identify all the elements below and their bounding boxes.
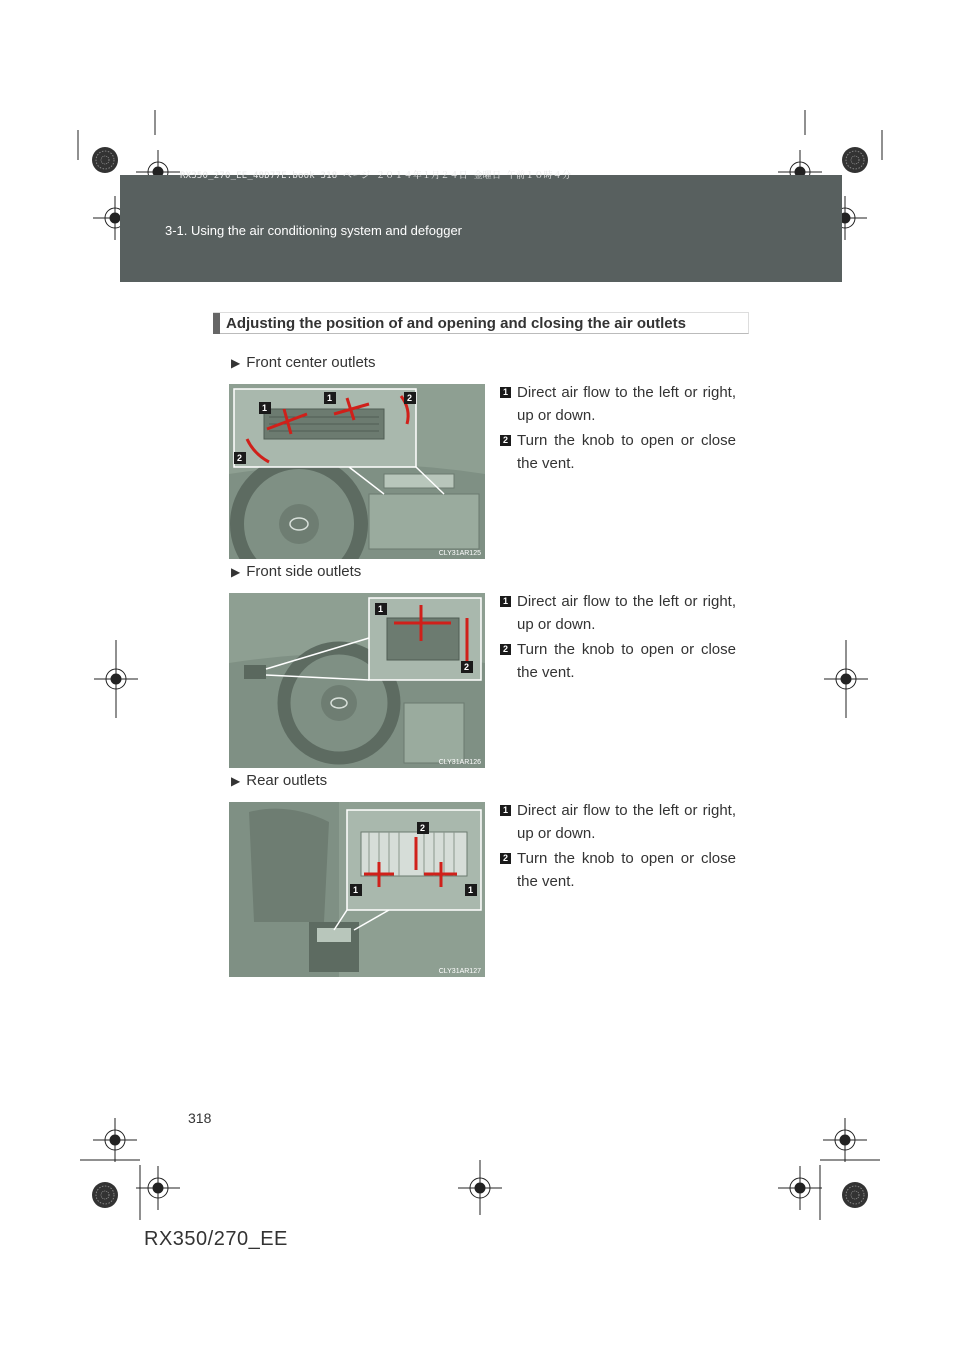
step-1 xyxy=(500,590,736,636)
step-text: Turn the knob to open or close the vent. xyxy=(517,641,736,681)
triangle-icon: ▶ xyxy=(231,356,241,370)
step-1 xyxy=(500,799,736,845)
page-number: 318 xyxy=(188,1110,212,1126)
step-text: Direct air flow to the left or right, up or down. xyxy=(517,384,736,424)
svg-text:1: 1 xyxy=(262,403,268,413)
svg-text:2: 2 xyxy=(420,823,426,833)
figure-front-center xyxy=(229,384,485,559)
triangle-icon: ▶ xyxy=(231,565,241,579)
figure-code: CLY31AR126 xyxy=(438,759,481,766)
step-number-badge: 2 xyxy=(500,435,511,446)
triangle-icon: ▶ xyxy=(231,774,241,788)
item-title-rear: ▶ Rear outlets xyxy=(231,772,328,789)
subsection-heading xyxy=(213,312,749,334)
front-side-illustration xyxy=(229,593,485,768)
svg-text:1: 1 xyxy=(327,393,333,403)
svg-text:1: 1 xyxy=(353,885,359,895)
section-title: 3-1. Using the air conditioning system and defogger xyxy=(165,223,463,238)
step-text: Direct air flow to the left or right, up or down. xyxy=(517,802,736,842)
svg-text:2: 2 xyxy=(237,453,243,463)
step-number-badge: 1 xyxy=(500,387,511,398)
step-text: Direct air flow to the left or right, up or down. xyxy=(517,593,736,633)
step-number-badge: 2 xyxy=(500,853,511,864)
figure-rear xyxy=(229,802,485,977)
svg-text:1: 1 xyxy=(378,604,384,614)
step-text: Turn the knob to open or close the vent. xyxy=(517,850,736,890)
step-2 xyxy=(500,638,736,684)
svg-text:2: 2 xyxy=(464,662,470,672)
heading-bar xyxy=(213,313,220,334)
figure-code: CLY31AR127 xyxy=(438,968,481,975)
figure-code: CLY31AR125 xyxy=(438,550,481,557)
step-1 xyxy=(500,381,736,427)
svg-text:1: 1 xyxy=(468,885,474,895)
step-number-badge: 2 xyxy=(500,644,511,655)
step-2 xyxy=(500,847,736,893)
step-2 xyxy=(500,429,736,475)
svg-text:2: 2 xyxy=(407,393,413,403)
rear-illustration xyxy=(229,802,485,977)
step-text: Turn the knob to open or close the vent. xyxy=(517,432,736,472)
item-title-front-center: ▶ Front center outlets xyxy=(231,354,376,371)
model-code: RX350/270_EE xyxy=(144,1228,288,1250)
item-title-front-side: ▶ Front side outlets xyxy=(231,563,362,580)
step-number-badge: 1 xyxy=(500,805,511,816)
print-info: RX350_270_EE_48D77E.book 318 ページ ２０１４年１月２４日 金曜日 午前１０時４分 xyxy=(180,171,572,181)
step-number-badge: 1 xyxy=(500,596,511,607)
front-center-illustration xyxy=(229,384,485,559)
subsection-title: Adjusting the position of and opening and closing the air outlets xyxy=(226,315,686,332)
figure-front-side xyxy=(229,593,485,768)
